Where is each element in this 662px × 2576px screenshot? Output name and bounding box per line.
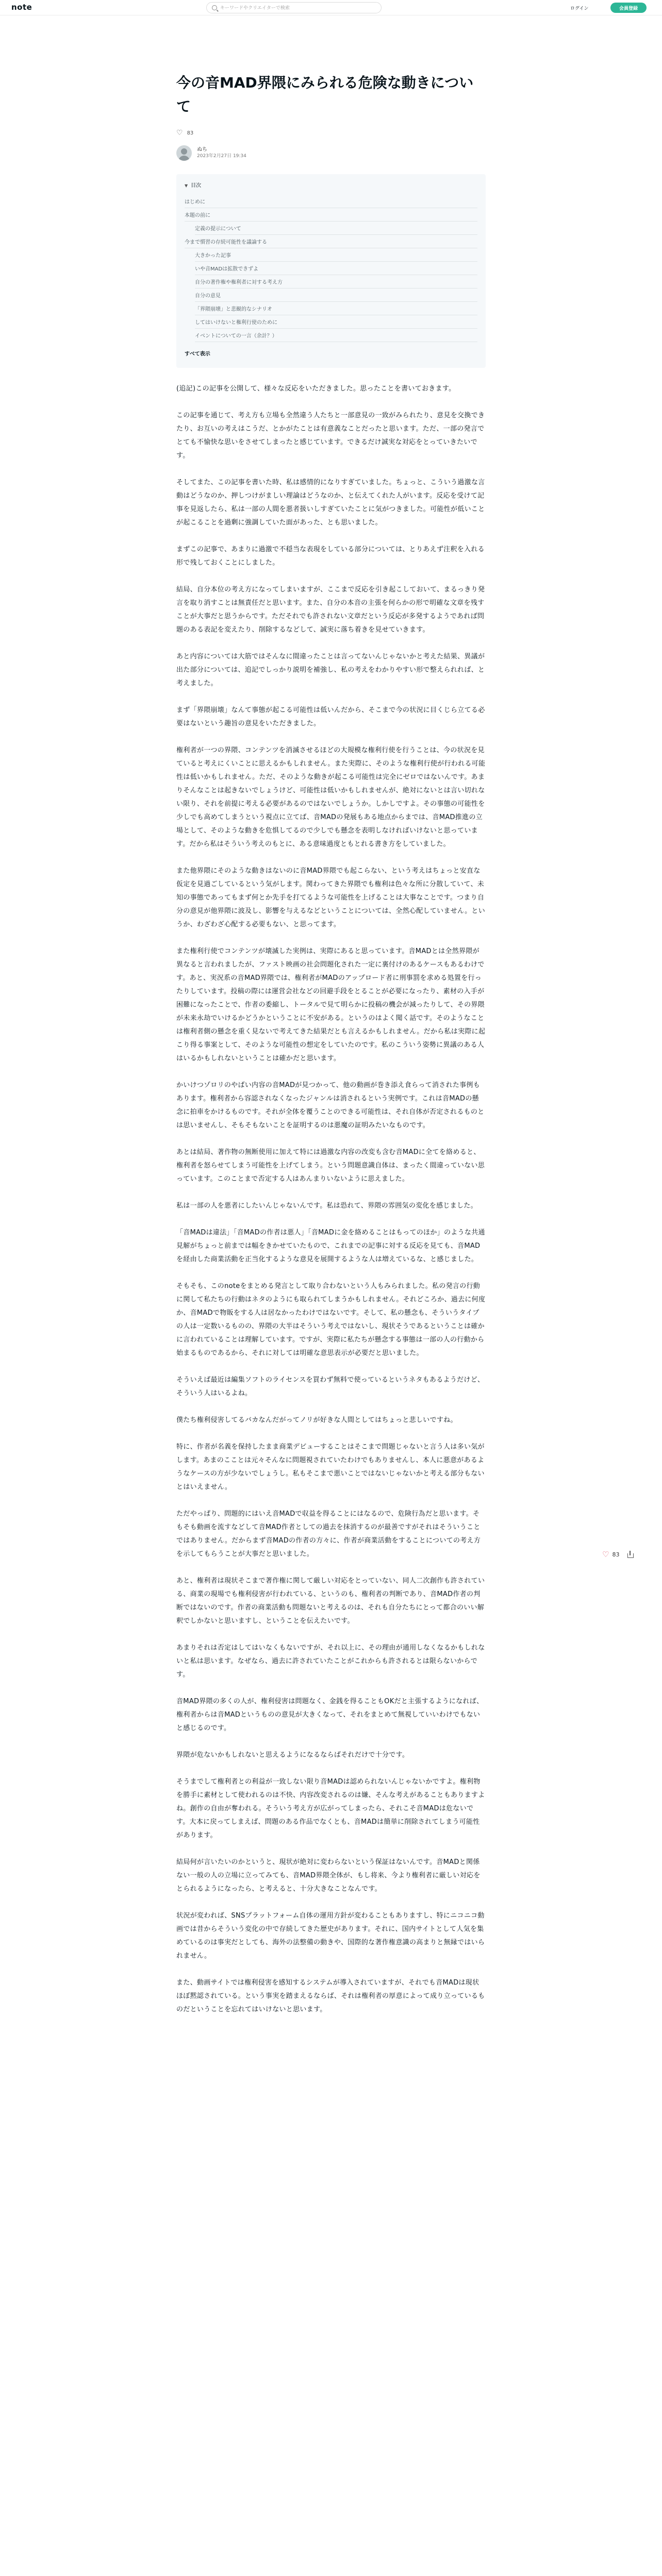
body-paragraph: 僕たち権利侵害してるバカなんだがってノリが好きな人間としてはちょっと悲しいですね。 [176, 1416, 457, 1424]
toc-item[interactable]: してはいけないと権利行使のために [195, 315, 477, 329]
toc-item[interactable]: 自分の意見 [195, 289, 477, 302]
body-paragraph: また他界隈にそのような動きはないのに音MAD界隈でも起こらない、という考えはちょっと安直な仮定を見過ごしているという気がします。関わってきた界隈でも権利は色々な所に分散していて、未知の事態であってもまず何とか先手を打てるような可能性を上げることは大事なことです。つまり自分の意見が他界隈に波及し、影響を与えるなどということについては、全然心配していません。というか、わざわざ心配する必要もない、と思ってます。 [176, 867, 486, 928]
signup-button[interactable]: 会員登録 [610, 3, 647, 13]
body-paragraph: あと内容については大筋ではそんなに間違ったことは言ってないんじゃないかと考えた結果、異議が出た部分については、追記でしっかり説明を補強し、私の考えをわかりやすい形で整えられれば、と考えました。 [176, 653, 485, 687]
body-paragraph: 結局何が言いたいのかというと、現状が絶対に変わらないという保証はないんです。音MADと関係ない一般の人の立場に立ってみても、音MAD界隈全体が、もし将来、今より権利者に厳しい対応をとられるようになったら、と考えると、十分大きなことなんです。 [176, 1858, 481, 1893]
like-count: 83 [187, 130, 194, 136]
toc-item[interactable]: 今まで慣習の存続可能性を議論する [185, 235, 477, 248]
article [176, 71, 486, 2030]
toc-item[interactable]: いや音MADは拡散できずよ [195, 262, 477, 275]
toc-item[interactable]: 本題の前に [185, 208, 477, 222]
toc-item[interactable]: 自分の著作権や権利者に対する考え方 [195, 275, 477, 289]
heart-icon[interactable]: ♡ [602, 1550, 609, 1559]
body-paragraph: 私は一部の人を悪者にしたいんじゃないんです。私は恐れて、界隈の雰囲気の変化を感じました。 [176, 1202, 477, 1210]
body-paragraph: 状況が変われば、SNSプラットフォーム自体の運用方針が変わることもありますし、特にニコニコ動画では昔からそういう変化の中で存続してきた歴史があります。それに、国内サイトとして人気を集めているのは事実だとしても、海外の法整備の動きや、国際的な著作権意識の高まりと無縁ではいられません。 [176, 1912, 485, 1960]
table-of-contents [176, 174, 486, 368]
body-paragraph: 結局、自分本位の考え方になってしまいますが、ここまで反応を引き起こしておいて、まるっきり発言を取り消すことは無責任だと思います。また、自分の本音の主張を何らかの形で明確な文章を残すことが大事だと思うからです。ただそれでも許されない文章だという反応が多発するようであれば問題のある表記を変えたり、削除するなどして、誠実に落ち着きを見せていきます。 [176, 586, 485, 634]
article-title: 今の音MAD界隈にみられる危険な動きについて [176, 74, 474, 115]
body-paragraph: 「音MADは違法」「音MADの作者は悪人」「音MADに金を絡めることはもってのほか」のような共通見解がちょっと前までは幅をきかせていたもので、これまでの記事に対する反応を見ても、音MADを経由した商業活動を正当化するような意見を展開するような人は増えているな、と感じました。 [176, 1229, 485, 1263]
body-paragraph: 音MAD界隈の多くの人が、権利侵害は問題なく、金銭を得ることもOKだと主張するようになれば、権利者からは音MADというものの意見が大きくなって、それをまとめて無視していいわけでもないと感じるのです。 [176, 1698, 484, 1732]
body-paragraph: まず「界隈崩壊」なんて事態が起こる可能性は低いんだから、そこまで今の状況に目くじら立てる必要はないという趣旨の意見をいただきました。 [176, 706, 485, 727]
like-row [176, 128, 486, 138]
author-name[interactable]: ぬち [197, 147, 207, 152]
floating-like-bar [602, 1550, 634, 1559]
heart-icon[interactable]: ♡ [176, 129, 183, 137]
chevron-down-icon: ▼ [185, 183, 188, 188]
toc-toggle[interactable] [185, 182, 477, 190]
body-paragraph: そもそも、このnoteをまとめる発言として取り合わないという人もみられました。私の発言の行動に関して私たちの行動はネタのようにも取られてしまうかもしれません。それどころか、過去に何度か、音MADで物販をする人は居なかったわけではないです。そして、私の懸念も、そういうタイプの人は一定数いるものの、界隈の大半はそういう考えではないし、現状そうであるということは確かに言われていることは理解しています。ですが、実際に私たちが懸念する事態は一部の人の行動から始まるものであるから、それに対しては明確な意思表示が必要だと思いました。 [176, 1282, 486, 1357]
body-paragraph: そういえば最近は編集ソフトのライセンスを買わず無料で使っているというネタもあるようだけど、そういう人はいるよね。 [176, 1376, 485, 1397]
body-paragraph: まずこの記事で、あまりに過激で不穏当な表現をしている部分については、とりあえず注釈を入れる形で残しておくことにしました。 [176, 546, 485, 567]
body-paragraph: そしてまた、この記事を書いた時、私は感情的になりすぎていました。ちょっと、こういう過激な言動はどうなのか、押しつけがましい理論はどうなのか、と伝えてくれた人がいます。反応を受けて記事を見返したら、私は一部の人間を悪者扱いしすぎていたことに気がつきました。可能性が低いことが起こることを過剰に強調していた面があった、とも思いました。 [176, 479, 485, 527]
body-paragraph: 権利者が一つの界隈、コンテンツを消滅させるほどの大規模な権利行使を行うことは、今の状況を見ていると考えにくいことに思えるかもしれません。また実際に、そのような権利行使が行われる可能性は低いかもしれません。ただ、そのような動きが起こる可能性は完全にゼロではないんです。あまりそんなことは起きないでしょうけど、可能性は低いかもしれませんが、絶対にないとは言い切れない限り、それを前提に考える必要があるのではないでしょうか。しかしですよ。その事態の可能性を少しでも高めてしまうという視点に立てば、音MADの発展もある地点からまでは、音MAD推進の立場として、そのような動きを危惧してるので少しでも懸念を表明しなければいけないと思っています。だから私はそういう考えのもとに、ある意味過度ともとれる書き方をしていました。 [176, 747, 486, 848]
toc-item[interactable]: イベントについての一言（余計？） [195, 329, 477, 342]
post-date: 2023年2月27日 19:34 [197, 154, 246, 159]
search-icon [212, 5, 217, 10]
body-paragraph: また、動画サイトでは権利侵害を感知するシステムが導入されていますが、それでも音MADは現状ほぼ黙認されている。という事実を踏まえるならば、それは権利者の厚意によって成り立っているものだということを忘れてはいけないと思います。 [176, 1979, 485, 2013]
toc-show-all-button[interactable]: すべて表示 [185, 349, 210, 357]
note-logo[interactable]: note [11, 3, 32, 12]
share-icon[interactable] [626, 1551, 634, 1558]
body-paragraph: あと、権利者は現状そこまで著作権に関して厳しい対応をとっていない、同人二次創作も許されている、商業の現場でも権利侵害が行われている、というのも、権利者の判断であり、音MAD作者の判断ではないのです。作者の商業活動も問題ないと考えるのは、それも自分たちにとって都合のいい解釈でしかないと思いますし、ということを伝えたいです。 [176, 1577, 485, 1625]
search-input[interactable] [220, 5, 370, 10]
toc-heading: 目次 [191, 183, 202, 189]
body-paragraph: あとは結局、著作物の無断使用に加えて特には過激な内容の改変も含む音MADに全てを絡めると、権利者を怒らせてしまう可能性を上げてしまう。という問題意識自体は、まったく間違っていない思っています。このことまで否定する人はあんまりいないように思えました。 [176, 1148, 485, 1183]
body-paragraph: この記事を通じて、考え方も立場も全然違う人たちと一部意見の一致がみられたり、意見を交換できたり、お互いの考えはこうだ、とかがたことは有意義なことだったと思います。ただ、一部の発言でとても不愉快な思いをさせてしまったと感じています。できるだけ誠実な対応をとっていきたいです。 [176, 412, 485, 460]
site-header [0, 0, 662, 15]
body-paragraph: かいけつゾロリのやばい内容の音MADが見つかって、他の動画が巻き添え食らって消された事例もあります。権利者から容認されなくなったジャンルは消されるという実例です。これは音MADの懸念に拍車をかけるものです。それが全体を覆うことのできる可能性は、それ自体が否定されるものとは思いませんし、そもそもないことを証明するのは悪魔の証明みたいなものです。 [176, 1081, 485, 1129]
body-paragraph: 界隈が危ないかもしれないと思えるようになるならばそれだけで十分です。 [176, 1751, 409, 1759]
body-paragraph: あまりそれは否定はしてはいなくもないですが、それ以上に、その理由が通用しなくなるかもしれないと私は思います。なぜなら、過去に許されていたことがこれからも許されるとは限らないからです。 [176, 1644, 485, 1679]
body-paragraph: ただやっぱり、問題的にはいえ音MADで収益を得ることにはなるので、危険行為だと思います。そもそも動画を流すなどして音MAD作者としての過去を抹消するのが最善ですがそれはそういうことではありません。だからまず音MADの作者の方々に、作者が商業活動をすることについての考え方を示してもらうことが大事だと思いました。 [176, 1510, 481, 1558]
article-body [176, 382, 486, 2016]
avatar[interactable] [176, 145, 192, 161]
toc-item[interactable]: 「界隈崩壊」と悲観的なシナリオ [195, 302, 477, 315]
toc-item[interactable]: 大きかった記事 [195, 248, 477, 262]
body-paragraph: 特に、作者が名義を保持したまま商業デビューすることはそこまで問題じゃないと言う人は多い気がします。あまのこことは元々そんなに問題視されていたわけでもありませんし、本人に悪意があるようなケースの方が少ないでしょうし。私もそこまで悪いことではないじゃないかと考える部分もないとはいえません。 [176, 1443, 485, 1491]
search-box[interactable] [206, 2, 382, 13]
floating-like-count: 83 [612, 1551, 620, 1558]
body-paragraph: そうまでして権利者との利益が一致しない限り音MADは認められないんじゃないかですよ。権利物を勝手に素材として使われるのは不快、内容改変されるのは嫌、そんな考えがあることもありますよね。創作の自由が奪われる。そういう考え方が広がってしまったら、それこそ音MADは危ないです。大本に戻ってしまえば、問題のある作品でなくとも、音MADは簡単に削除されてしまう可能性があります。 [176, 1778, 485, 1839]
author-row[interactable] [176, 145, 486, 161]
body-paragraph: (追記)この記事を公開して、様々な反応をいただきました。思ったことを書いておきます。 [176, 385, 456, 393]
toc-item[interactable]: 定義の提示について [195, 222, 477, 235]
toc-item[interactable]: はじめに [185, 195, 477, 208]
login-button[interactable]: ログイン [566, 3, 593, 12]
body-paragraph: また権利行使でコンテンツが壊滅した実例は、実際にあると思っています。音MADとは全然界隈が異なると言われましたが、ファスト映画の社会問題化された一定に裏付けのあるケースもあるわけです。あと、実況系の音MAD界隈では、権利者がMADのアップロード者に刑事罰を求める処置を行ったりしています。投稿の際には運営会社などの回避手段をとることが必要になったり、素材の入手が困難になったことで、作者の委縮し、トータルで見て明らかに投稿の機会が減ったりして、その界隈が未来永劫でいけるかどうかということに不安がある。というのはよく聞く話です。そのようなことは権利者側の懸念を重く見ないで考えてきた結果だとも言えるかもしれません。だから私は実際に起こり得る事案として、そのような可能性の想定をしていたのです。私のこういう姿勢に異議のある人はいるかもしれないということは確かだと思います。 [176, 947, 486, 1062]
toc-list [185, 195, 477, 342]
